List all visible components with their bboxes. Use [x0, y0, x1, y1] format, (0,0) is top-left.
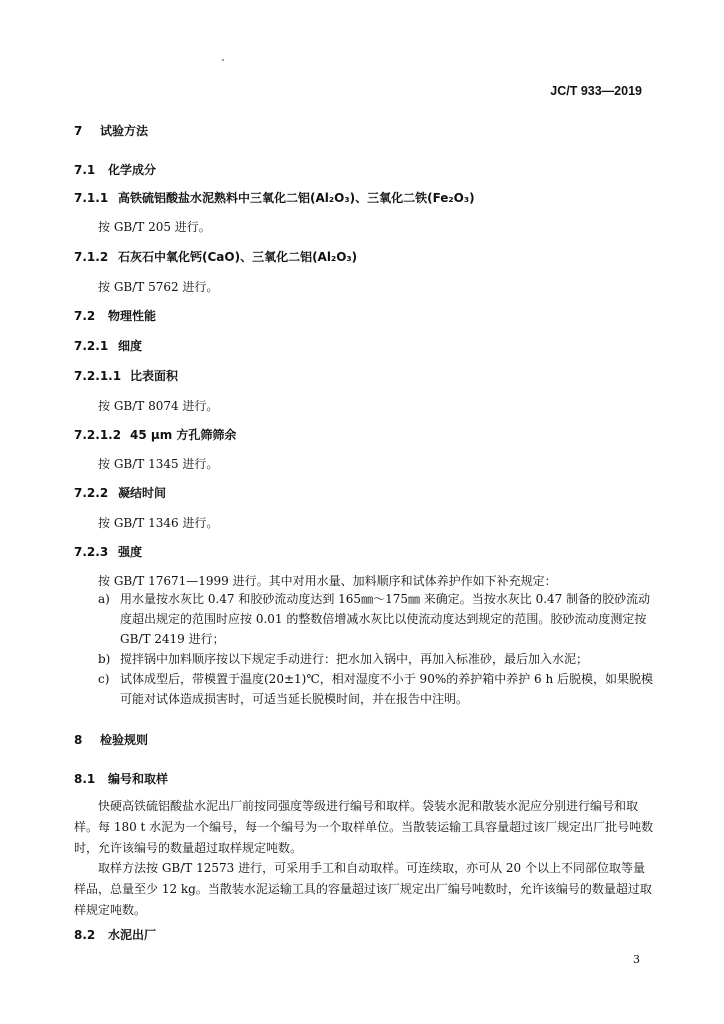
heading-7-2-2 — [74, 484, 166, 501]
list-text: 试体成型后，带模置于温度(20±1)℃，相对湿度不小于 90%的养护箱中养护 6 h 后脱模，如果脱模可能对试体造成损害时，可适当延长脱模时间，并在报告中注明。 — [120, 672, 654, 706]
heading-7-2 — [74, 307, 156, 324]
heading-number: 7.2.3 — [74, 545, 109, 559]
body-text: 按 GB/T 205 进行。 — [98, 220, 211, 234]
heading-8-2 — [74, 926, 156, 943]
heading-number: 7.2 — [74, 309, 96, 323]
body-text: 按 GB/T 1346 进行。 — [98, 516, 219, 530]
list-text: 用水量按水灰比 0.47 和胶砂流动度达到 165㎜～175㎜ 来确定。当按水灰比 0.47 制备的胶砂流动度超出规定的范围时应按 0.01 的整数倍增减水灰比以使流动度达到规定的范围。胶砂流动度测定按 GB/T 2419 进行； — [120, 592, 651, 646]
body-text: 按 GB/T 5762 进行。 — [98, 280, 219, 294]
list-marker: a) — [98, 592, 110, 606]
heading-number: 8.2 — [74, 928, 96, 942]
heading-number: 7.1 — [74, 163, 96, 177]
list-text: 搅拌锅中加料顺序按以下规定手动进行：把水加入锅中，再加入标准砂，最后加入水泥； — [120, 652, 589, 666]
heading-8 — [74, 731, 148, 748]
heading-number: 7.2.1.1 — [74, 369, 122, 383]
list-item — [98, 669, 654, 709]
heading-8-1 — [74, 770, 168, 787]
heading-number: 7.2.2 — [74, 486, 109, 500]
heading-7 — [74, 122, 148, 139]
body-text: 按 GB/T 8074 进行。 — [98, 399, 219, 413]
heading-7-2-1-2 — [74, 426, 236, 443]
list-item — [98, 589, 654, 649]
scan-speck — [222, 59, 224, 61]
heading-number: 7.1.2 — [74, 250, 109, 264]
body-text: 按 GB/T 1345 进行。 — [98, 457, 219, 471]
heading-title: 化学成分 — [108, 163, 157, 177]
heading-7-1-2 — [74, 248, 357, 265]
heading-title: 细度 — [118, 339, 143, 353]
heading-7-2-1-1 — [74, 367, 178, 384]
heading-title: 物理性能 — [108, 309, 157, 323]
heading-title: 比表面积 — [130, 369, 179, 383]
heading-title: 强度 — [118, 545, 143, 559]
paragraph: 取样方法按 GB/T 12573 进行，可采用手工和自动取样。可连续取，亦可从 20 个以上不同部位取等量样品，总量至少 12 kg。当散装水泥运输工具的容量超过该厂规定出厂编号吨数时，允许该编号的数量超过取样规定吨数。 — [74, 861, 652, 917]
heading-title: 编号和取样 — [108, 772, 169, 786]
document-code: JC/T 933—2019 — [550, 84, 642, 98]
page-number: 3 — [633, 953, 640, 966]
heading-title: 水泥出厂 — [108, 928, 157, 942]
heading-7-2-1 — [74, 337, 142, 354]
heading-title: 试验方法 — [100, 124, 149, 138]
heading-title: 检验规则 — [100, 733, 149, 747]
heading-number: 7.2.1 — [74, 339, 109, 353]
heading-number: 8 — [74, 733, 83, 747]
heading-title: 石灰石中氧化钙(CaO)、三氧化二铝(Al₂O₃) — [118, 250, 358, 264]
list-marker: c) — [98, 672, 110, 686]
heading-title: 凝结时间 — [118, 486, 167, 500]
heading-number: 7.2.1.2 — [74, 428, 122, 442]
heading-number: 8.1 — [74, 772, 96, 786]
heading-7-1-1 — [74, 189, 475, 206]
paragraph: 快硬高铁硫铝酸盐水泥出厂前按同强度等级进行编号和取样。袋装水泥和散装水泥应分别进行编号和取样。每 180 t 水泥为一个编号，每一个编号为一个取样单位。当散装运输工具容量超过该厂规定出厂批号吨数时，允许该编号的数量超过取样规定吨数。 — [74, 799, 654, 855]
heading-number: 7 — [74, 124, 83, 138]
list-marker: b) — [98, 652, 111, 666]
heading-7-1 — [74, 161, 156, 178]
list-item — [98, 649, 654, 669]
heading-title: 高铁硫铝酸盐水泥熟料中三氧化二铝(Al₂O₃)、三氧化二铁(Fe₂O₃) — [118, 191, 475, 205]
heading-title: 45 μm 方孔筛筛余 — [130, 428, 237, 442]
body-text: 按 GB/T 17671—1999 进行。其中对用水量、加料顺序和试体养护作如下补充规定： — [98, 574, 557, 588]
heading-number: 7.1.1 — [74, 191, 109, 205]
heading-7-2-3 — [74, 543, 142, 560]
